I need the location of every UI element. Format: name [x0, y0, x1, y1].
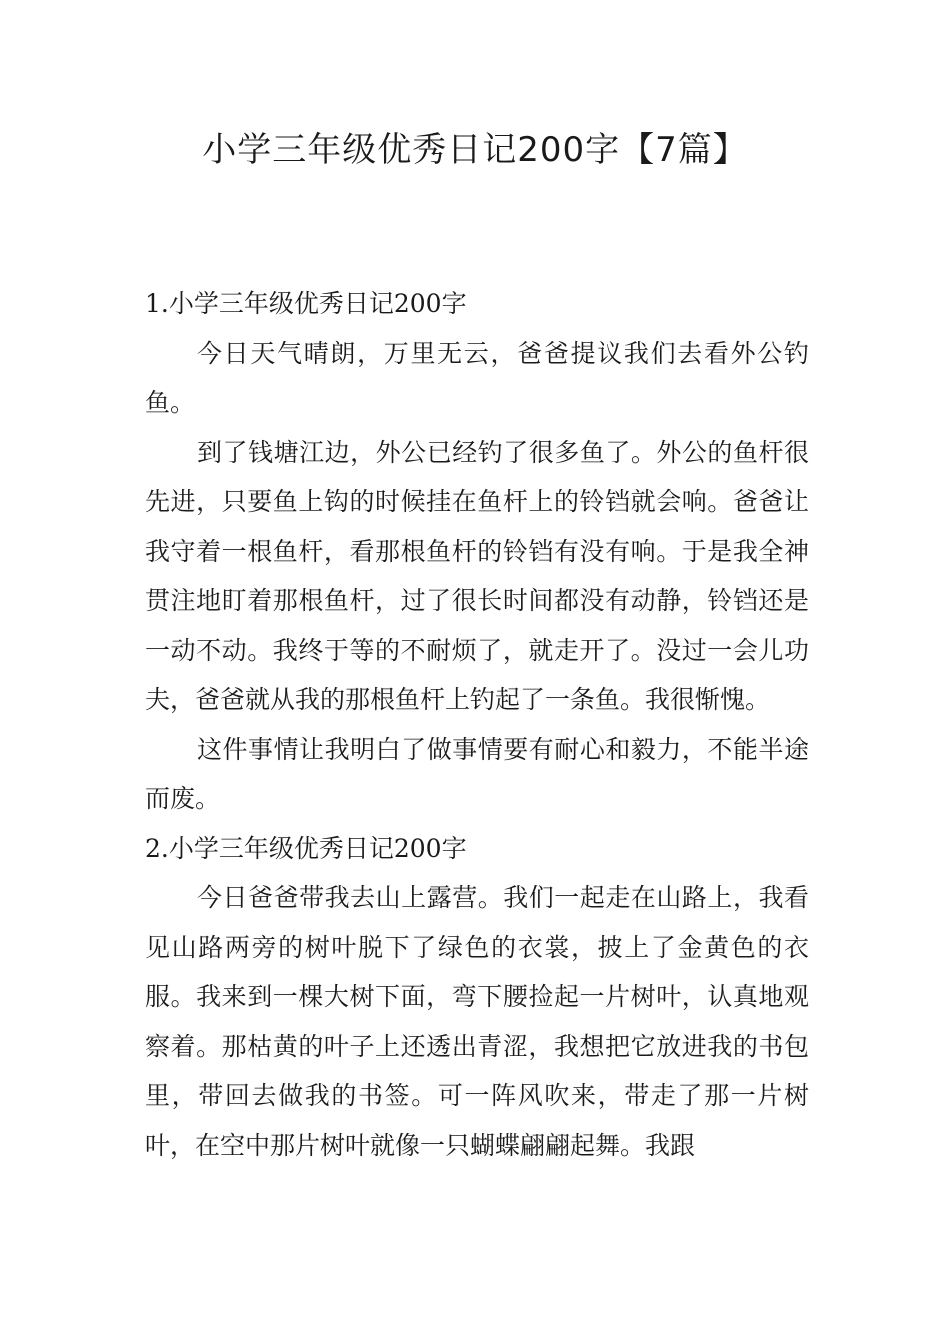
document-body	[145, 279, 809, 1170]
section-heading-1: 1.小学三年级优秀日记200字	[145, 289, 467, 318]
section-heading-2: 2.小学三年级优秀日记200字	[145, 833, 467, 863]
paragraph: 到了钱塘江边，外公已经钓了很多鱼了。外公的鱼杆很先进，只要鱼上钩的时候挂在鱼杆上的铃铛就会响。爸爸让我守着一根鱼杆，看那根鱼杆的铃铛有没有响。于是我全神贯注地盯着那根鱼杆，过了很长时间都没有动静，铃铛还是一动不动。我终于等的不耐烦了，就走开了。没过一会儿功夫，爸爸就从我的那根鱼杆上钓起了一条鱼。我很惭愧。	[145, 437, 809, 714]
document-title: 小学三年级优秀日记200字【7篇】	[202, 130, 748, 170]
paragraph: 这件事情让我明白了做事情要有耐心和毅力，不能半途而废。	[145, 734, 809, 813]
paragraph: 今日爸爸带我去山上露营。我们一起走在山路上，我看见山路两旁的树叶脱下了绿色的衣裳，披上了金黄色的衣服。我来到一棵大树下面，弯下腰捡起一片树叶，认真地观察着。那枯黄的叶子上还透出青涩，我想把它放进我的书包里，带回去做我的书签。可一阵风吹来，带走了那一片树叶，在空中那片树叶就像一只蝴蝶翩翩起舞。我跟	[145, 883, 809, 1160]
paragraph: 今日天气晴朗，万里无云，爸爸提议我们去看外公钓鱼。	[145, 338, 809, 417]
